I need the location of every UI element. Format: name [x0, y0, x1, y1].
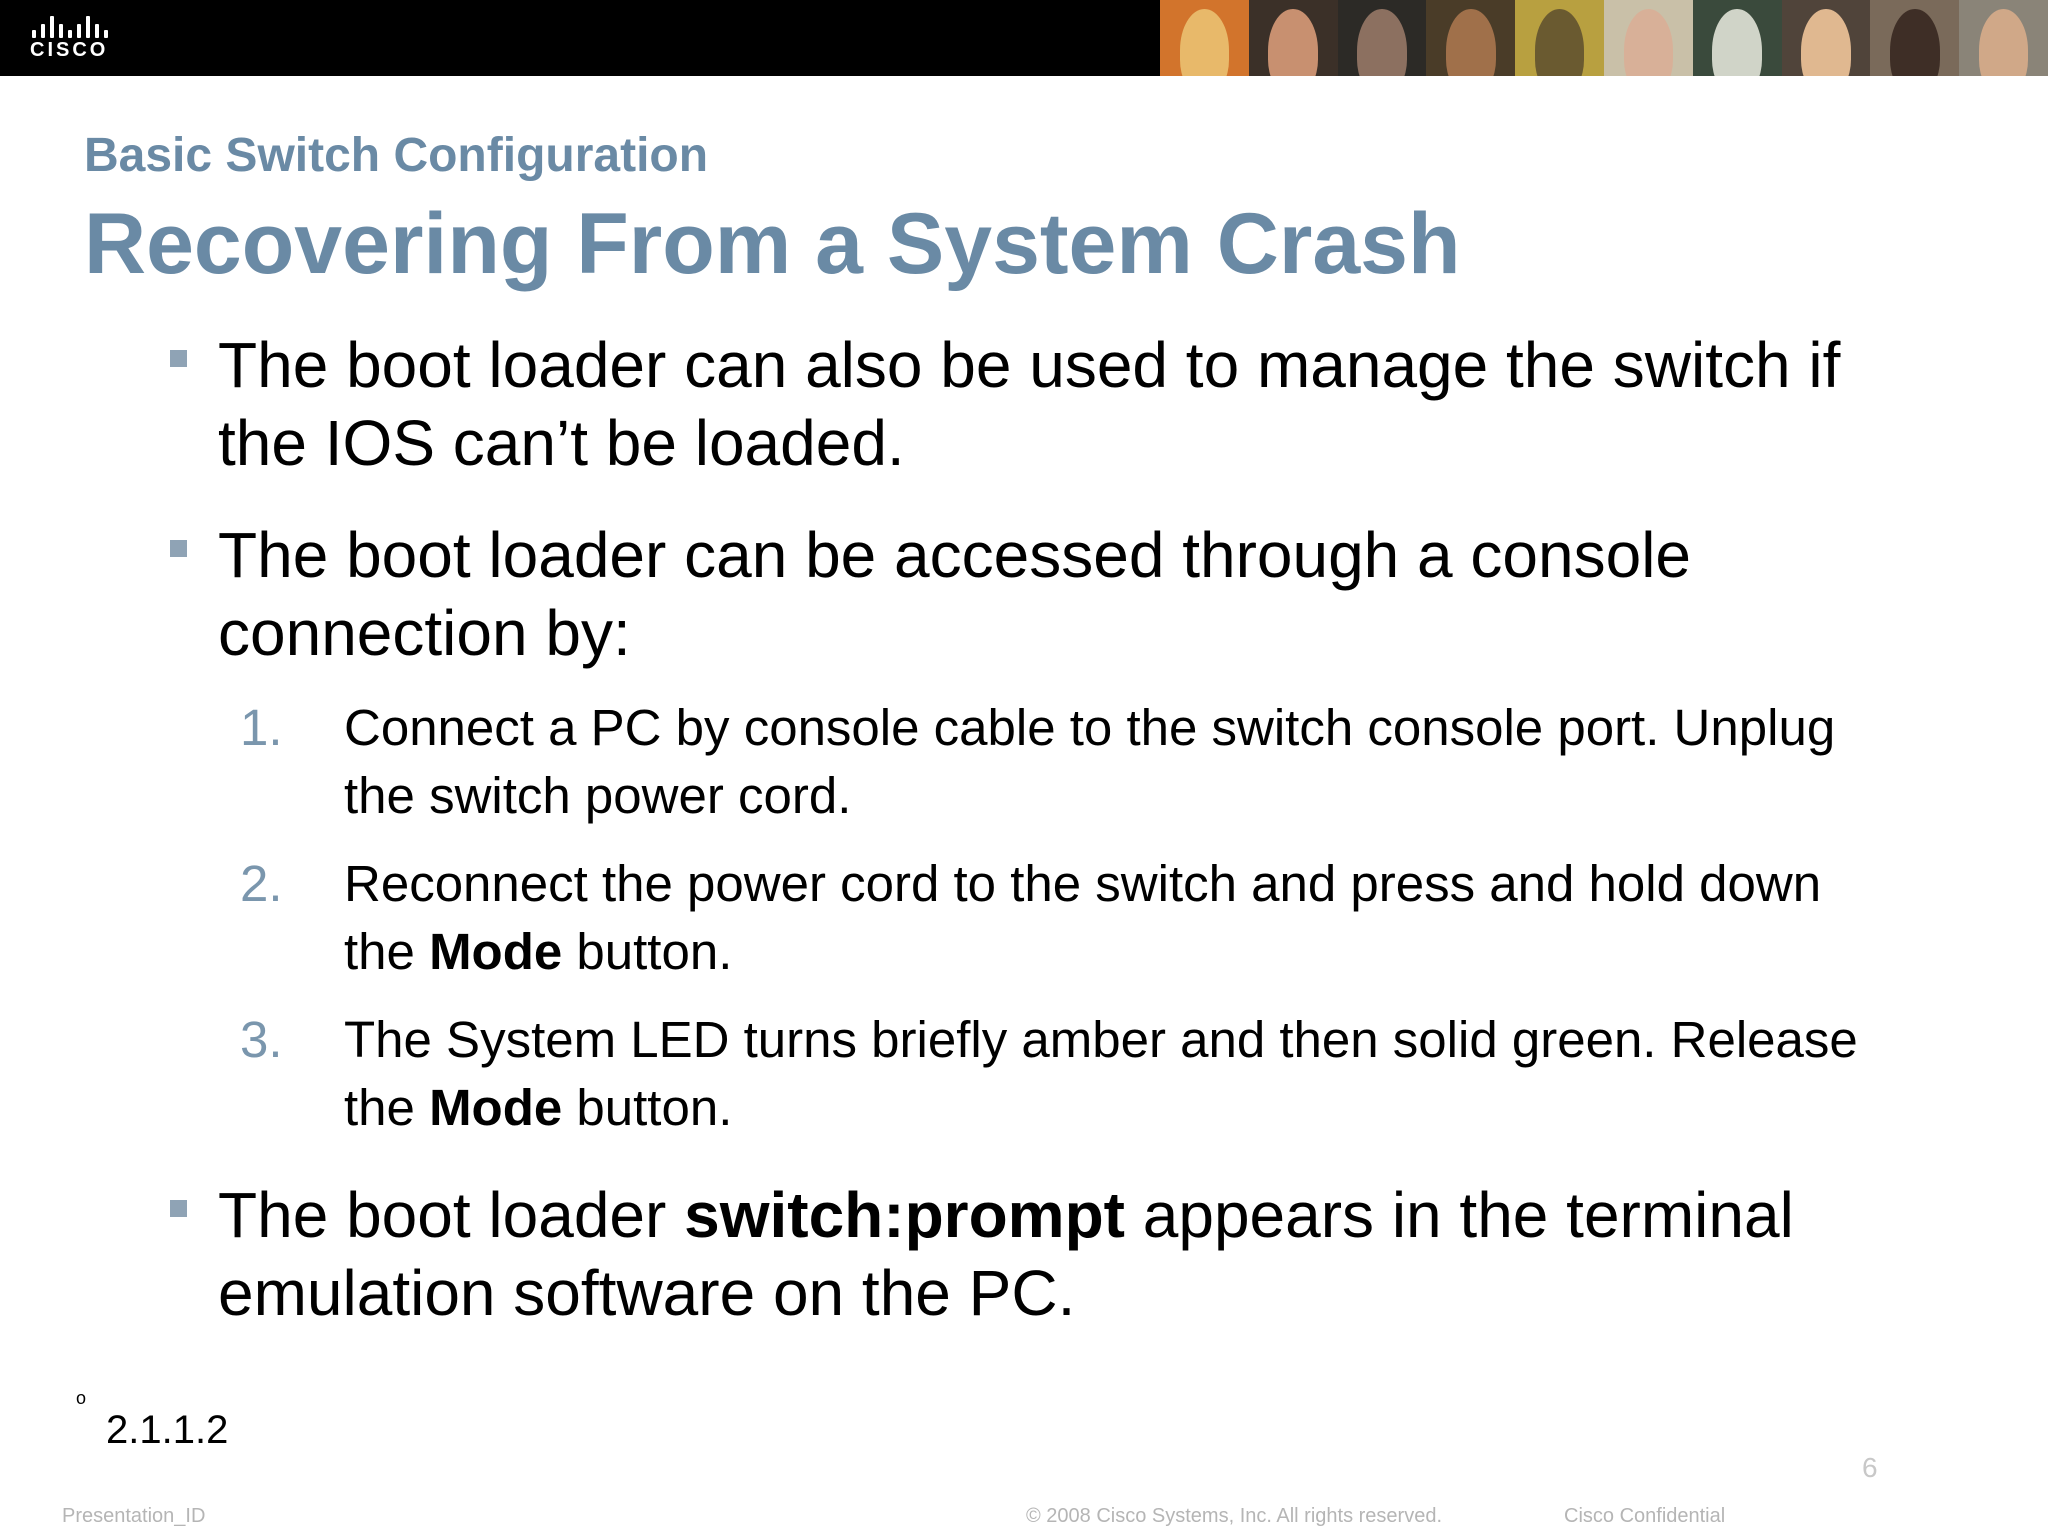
header-photo-tile	[1604, 0, 1693, 76]
person-photo-icon	[1268, 9, 1318, 76]
header-photo-tile	[1249, 0, 1338, 76]
step-number: 2.	[240, 855, 283, 912]
bullet-item	[170, 1176, 1930, 1332]
bullet-text: The boot loader can also be used to manage the switch if the IOS can’t be loaded.	[218, 329, 1841, 479]
header-photo-tile	[1426, 0, 1515, 76]
header-photo-tile	[1959, 0, 2048, 76]
slide-subtitle: Basic Switch Configuration	[84, 129, 709, 182]
header-photo-tile	[1160, 0, 1249, 76]
header-photo-tile	[1782, 0, 1871, 76]
bullet-item	[170, 516, 1930, 672]
numbered-step	[240, 694, 1860, 830]
step-number: 3.	[240, 1011, 283, 1068]
person-photo-icon	[1535, 9, 1585, 76]
footer-presentation-id: Presentation_ID	[62, 1505, 206, 1527]
bullet-item	[170, 326, 1930, 482]
bullet-text: The boot loader can be accessed through a console connection by:	[218, 519, 1691, 669]
header-bar	[0, 0, 2048, 76]
header-photo-tile	[1515, 0, 1604, 76]
switch-prompt-keyword: switch:prompt	[684, 1179, 1125, 1251]
person-photo-icon	[1180, 9, 1230, 76]
cisco-logo	[30, 14, 130, 64]
header-photo-tile	[1693, 0, 1782, 76]
cisco-logo-text: CISCO	[30, 39, 109, 61]
slide-title: Recovering From a System Crash	[84, 196, 1461, 292]
step-text: Connect a PC by console cable to the switch console port. Unplug the switch power cord.	[344, 699, 1836, 824]
footer-copyright: © 2008 Cisco Systems, Inc. All rights reserved.	[1026, 1505, 1443, 1527]
person-photo-icon	[1357, 9, 1407, 76]
page-number: 6	[1862, 1452, 1878, 1483]
bullet-square-icon	[170, 350, 187, 367]
header-photo-tile	[1338, 0, 1427, 76]
numbered-step	[240, 1006, 1860, 1142]
step-text: Reconnect the power cord to the switch and press and hold down the Mode button.	[344, 855, 1822, 980]
person-photo-icon	[1446, 9, 1496, 76]
person-photo-icon	[1979, 9, 2029, 76]
person-photo-icon	[1890, 9, 1940, 76]
footer-confidential: Cisco Confidential	[1564, 1505, 1726, 1527]
step-number: 1.	[240, 699, 283, 756]
header-photo-tile	[1870, 0, 1959, 76]
section-number: 2.1.1.2	[106, 1408, 229, 1452]
numbered-step	[240, 850, 1860, 986]
mode-keyword: Mode	[429, 1079, 563, 1136]
small-dot-marker: o	[76, 1388, 87, 1408]
mode-keyword: Mode	[429, 923, 563, 980]
person-photo-icon	[1624, 9, 1674, 76]
bullet-square-icon	[170, 1200, 187, 1217]
bullet-square-icon	[170, 540, 187, 557]
header-photo-strip	[1160, 0, 2048, 76]
bullet-text: The boot loader switch:prompt appears in the terminal emulation software on the PC.	[218, 1179, 1794, 1329]
step-text: The System LED turns briefly amber and then solid green. Release the Mode button.	[344, 1011, 1858, 1136]
person-photo-icon	[1712, 9, 1762, 76]
cisco-logo-bars-icon	[32, 14, 130, 38]
person-photo-icon	[1801, 9, 1851, 76]
